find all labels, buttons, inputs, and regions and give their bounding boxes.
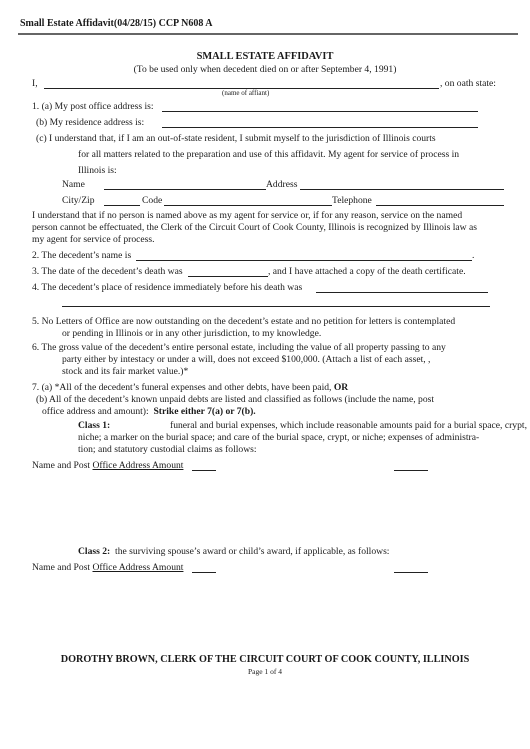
debts-unpaid-line-1: (b) All of the decedent’s known unpaid debts are listed and classified as follows (include the name, post [36, 394, 435, 405]
class-2-text: the surviving spouse’s award or child’s award, if applicable, as follows: [115, 546, 390, 557]
page-subtitle: (To be used only when decedent died on or after September 4, 1991) [133, 64, 397, 75]
page-number: Page 1 of 4 [248, 667, 282, 676]
class-2-col-address-amount: Office Address Amount [92, 562, 184, 573]
death-date-label: 3. The date of the decedent’s death was [32, 266, 183, 277]
class-2-col-name: Name and Post [32, 562, 91, 573]
decedent-name-period: . [472, 250, 475, 261]
gross-value-line-1: 6. The gross value of the decedent’s entire personal estate, including the value of all property passing to any [32, 342, 446, 353]
residence-label: (b) My residence address is: [36, 117, 145, 128]
strike-instruction: Strike either 7(a) or 7(b). [153, 406, 256, 417]
jurisdiction-line-3: Illinois is: [78, 165, 117, 176]
class-1-line-3: tion; and statutory custodial claims as follows: [78, 444, 257, 455]
agent-cityzip-field[interactable] [104, 205, 140, 206]
letters-line-2: or pending in Illinois or in any other jurisdiction, to my knowledge. [62, 328, 322, 339]
class-1-label: Class 1: [78, 420, 111, 431]
class-1-line-1: funeral and burial expenses, which include reasonable amounts paid for a burial space, crypt, [170, 420, 527, 431]
footer-clerk: DOROTHY BROWN, CLERK OF THE CIRCUIT COURT OF COOK COUNTY, ILLINOIS [60, 654, 470, 665]
class-1-col-name: Name and Post [32, 460, 91, 471]
agent-address-label: Address [266, 179, 298, 190]
agent-telephone-label: Telephone [332, 195, 372, 206]
post-office-address-field[interactable] [162, 111, 478, 112]
intro-prefix: I, [32, 78, 38, 89]
decedent-name-field[interactable] [136, 260, 472, 261]
agent-telephone-field[interactable] [376, 205, 504, 206]
debts-or: OR [333, 382, 349, 393]
residence-before-death-label: 4. The decedent’s place of residence immediately before his death was [32, 282, 303, 293]
agent-note-line-2: person cannot be effectuated, the Clerk of the Circuit Court of Cook County, Illinois is recognized by Illinois law as [32, 222, 477, 233]
class-2-columns [32, 562, 183, 574]
debts-paid-line [32, 382, 348, 394]
page-title: SMALL ESTATE AFFIDAVIT [196, 51, 334, 62]
intro-suffix: , on oath state: [440, 78, 496, 89]
letters-line-1: 5. No Letters of Office are now outstanding on the decedent’s estate and no petition for letters is contemplated [32, 316, 456, 327]
residence-address-field[interactable] [162, 127, 478, 128]
header-divider [18, 33, 518, 35]
jurisdiction-line-1: (c) I understand that, if I am an out-of-state resident, I submit myself to the jurisdiction of Illinois courts [36, 133, 436, 144]
gross-value-line-3: stock and its fair market value.)* [62, 366, 189, 377]
agent-name-label: Name [62, 179, 85, 190]
post-office-label: 1. (a) My post office address is: [32, 101, 154, 112]
form-id: Small Estate Affidavit(04/28/15) CCP N608 A [20, 18, 213, 29]
debts-paid-text: 7. (a) *All of the decedent’s funeral expenses and other debts, have been paid, [32, 382, 332, 393]
agent-address-field[interactable] [300, 189, 504, 190]
affiant-caption: (name of affiant) [222, 89, 270, 97]
agent-code-field[interactable] [164, 205, 332, 206]
class-1-amount-field[interactable] [394, 470, 428, 471]
class-1-col-address-amount: Office Address Amount [92, 460, 184, 471]
class-2-amount-field[interactable] [394, 572, 428, 573]
class-2-line [78, 546, 389, 558]
class-1-name-field[interactable] [192, 470, 216, 471]
class-2-label: Class 2: [78, 546, 111, 557]
gross-value-line-2: party either by intestacy or under a will, does not exceed $100,000. (Attach a list of each asset, , [62, 354, 431, 365]
class-1-columns [32, 460, 183, 472]
debts-unpaid-line-2 [42, 406, 256, 418]
agent-note-line-3: my agent for service of process. [32, 234, 155, 245]
class-1-line-2: niche; a marker on the burial space; and care of the burial space, crypt, or niche; expenses of administra- [78, 432, 480, 443]
residence-before-death-field-2[interactable] [62, 306, 490, 307]
agent-cityzip-label: City/Zip [62, 195, 95, 206]
death-date-field[interactable] [188, 276, 268, 277]
agent-note-line-1: I understand that if no person is named above as my agent for service or, if for any reason, service on the named [32, 210, 463, 221]
class-2-name-field[interactable] [192, 572, 216, 573]
agent-name-field[interactable] [104, 189, 266, 190]
debts-unpaid-text: office address and amount): [42, 406, 149, 417]
agent-code-label: Code [142, 195, 163, 206]
death-certificate-text: , and I have attached a copy of the death certificate. [268, 266, 466, 277]
jurisdiction-line-2: for all matters related to the preparation and use of this affidavit. My agent for service of process in [78, 149, 460, 160]
decedent-name-label: 2. The decedent’s name is [32, 250, 132, 261]
residence-before-death-field[interactable] [316, 292, 488, 293]
